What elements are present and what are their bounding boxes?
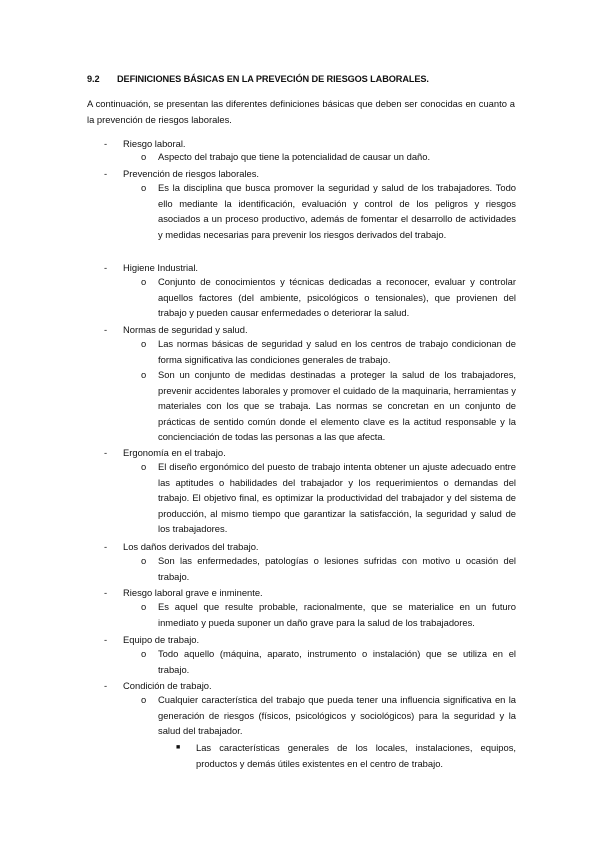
list-item-term: - Equipo de trabajo.	[104, 634, 200, 645]
dash-bullet: -	[104, 324, 108, 335]
definition-item	[141, 149, 516, 165]
dash-bullet: -	[104, 447, 108, 458]
definition-text: Es aquel que resulte probable, racionalmente, que se materialice en un futuro inmediato y pueda suponer un daño grave para la salud de los trabajadores.	[158, 601, 516, 628]
circle-bullet: o	[141, 461, 147, 472]
circle-bullet: o	[141, 369, 147, 380]
circle-bullet: o	[141, 694, 147, 705]
dash-bullet: -	[104, 262, 108, 273]
section-title: DEFINICIONES BÁSICAS EN LA PREVECIÓN DE RIESGOS LABORALES.	[117, 74, 429, 84]
definition-item	[141, 599, 516, 630]
dash-bullet: -	[104, 680, 108, 691]
list-item-term: - Riesgo laboral grave e inminente.	[104, 587, 263, 598]
circle-bullet: o	[141, 151, 147, 162]
definition-text: El diseño ergonómico del puesto de trabajo intenta obtener un ajuste adecuado entre las aptitudes o habilidades del trabajador y los requerimientos o demandas del trabajo. El objetivo final, es optimizar la productividad del trabajador y del sistema de producción, al mismo tiempo que garantizar la satisfacción, la seguridad y salud de los trabajadores.	[158, 461, 516, 534]
definition-item	[141, 459, 516, 537]
circle-bullet: o	[141, 555, 147, 566]
circle-bullet: o	[141, 601, 147, 612]
list-item-term: - Los daños derivados del trabajo.	[104, 541, 259, 552]
dash-bullet: -	[104, 541, 108, 552]
intro-paragraph: A continuación, se presentan las diferentes definiciones básicas que deben ser conocidas en cuanto a la prevención de riesgos laborales.	[87, 98, 515, 125]
section-number: 9.2	[87, 74, 100, 84]
subdefinition-item	[176, 740, 516, 771]
list-item-term: - Condición de trabajo.	[104, 680, 212, 691]
list-item-term: - Prevención de riesgos laborales.	[104, 168, 260, 179]
circle-bullet: o	[141, 648, 147, 659]
definition-item	[141, 553, 516, 584]
square-bullet: ■	[176, 744, 181, 751]
definition-text: Son un conjunto de medidas destinadas a proteger la salud de los trabajadores, prevenir accidentes laborales y promover el cuidado de la maquinaria, herramientas y materiales con los que se trabaja. Las normas se concretan en un conjunto de prácticas de sentido común donde el elemento clave es la actitud responsable y la concienciación de todas las personas a las que afecta.	[158, 369, 516, 442]
definition-text: Las normas básicas de seguridad y salud en los centros de trabajo condicionan de forma significativa las condiciones generales de trabajo.	[158, 338, 516, 365]
dash-bullet: -	[104, 634, 108, 645]
dash-bullet: -	[104, 138, 108, 149]
list-item-term: - Riesgo laboral.	[104, 138, 186, 149]
definition-item	[141, 692, 516, 739]
dash-bullet: -	[104, 587, 108, 598]
list-item-term: - Ergonomía en el trabajo.	[104, 447, 226, 458]
definition-text: Aspecto del trabajo que tiene la potencialidad de causar un daño.	[158, 151, 431, 162]
definition-item	[141, 367, 516, 445]
definition-item	[141, 646, 516, 677]
subdefinition-text: Las características generales de los locales, instalaciones, equipos, productos y demás útiles existentes en el centro de trabajo.	[196, 742, 516, 769]
definition-item	[141, 336, 516, 367]
definition-item	[141, 180, 516, 242]
definition-text: Conjunto de conocimientos y técnicas dedicadas a reconocer, evaluar y controlar aquellos factores (del ambiente, psicológicos o tensionales), que provienen del trabajo y pueden causar enfermedades o deteriorar la salud.	[158, 276, 516, 318]
circle-bullet: o	[141, 338, 147, 349]
dash-bullet: -	[104, 168, 108, 179]
list-item-term: - Normas de seguridad y salud.	[104, 324, 248, 335]
list-item-term: - Higiene Industrial.	[104, 262, 199, 273]
circle-bullet: o	[141, 182, 147, 193]
definition-text: Son las enfermedades, patologías o lesiones sufridas con motivo u ocasión del trabajo.	[158, 555, 516, 582]
definition-text: Es la disciplina que busca promover la seguridad y salud de los trabajadores. Todo ello mediante la identificación, evaluación y control de los peligros y riesgos asociados a un proceso productivo, además de fomentar el desarrollo de actividades y medidas necesarias para prevenir los riesgos derivados del trabajo.	[158, 182, 516, 240]
circle-bullet: o	[141, 276, 147, 287]
definition-text: Cualquier característica del trabajo que pueda tener una influencia significativa en la generación de riesgos (físicos, psicológicos y sociológicos) para la seguridad y la salud del trabajador.	[158, 694, 516, 736]
section-heading	[87, 74, 429, 84]
definition-item	[141, 274, 516, 321]
definition-text: Todo aquello (máquina, aparato, instrumento o instalación) que se utiliza en el trabajo.	[158, 648, 516, 675]
